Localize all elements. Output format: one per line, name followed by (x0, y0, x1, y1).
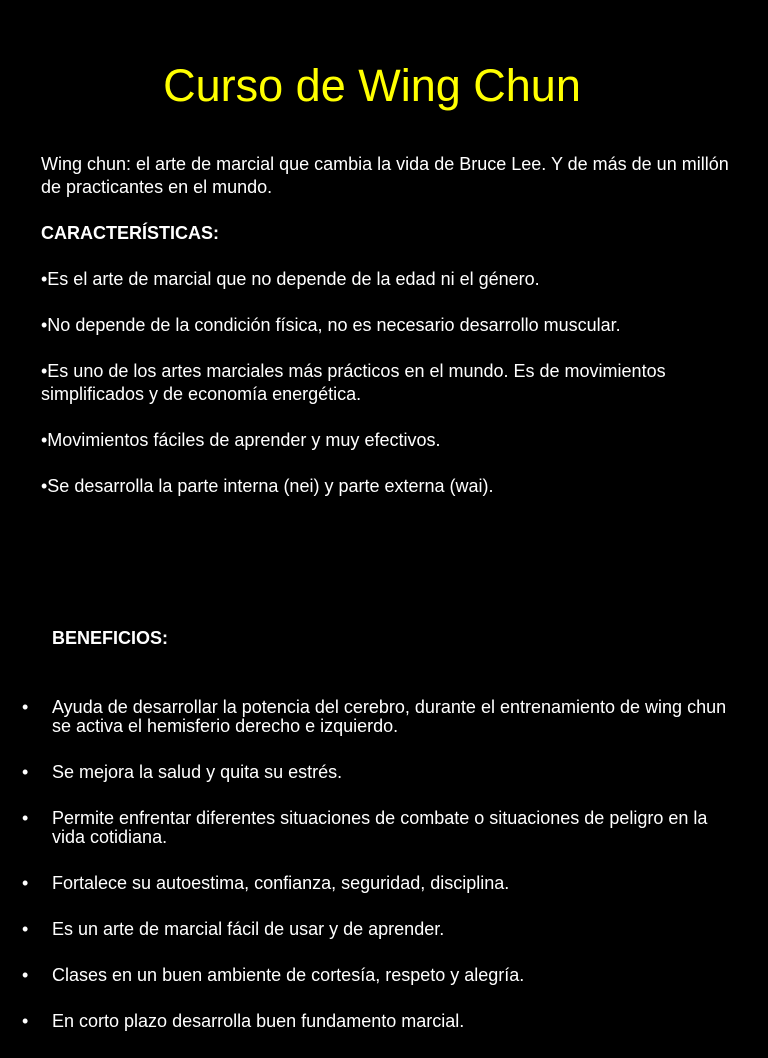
caracteristica-item: •Es el arte de marcial que no depende de la edad ni el género. (41, 269, 540, 289)
bullet-icon: • (22, 919, 29, 939)
beneficio-text: Se mejora la salud y quita su estrés. (52, 762, 343, 782)
bullet-icon: • (22, 697, 29, 717)
beneficio-text: Ayuda de desarrollar la potencia del cerebro, durante el entrenamiento de wing chun se activa el hemisferio derecho e izquierdo. (52, 697, 727, 736)
beneficio-item (0, 874, 768, 893)
caracteristica-item: •Movimientos fáciles de aprender y muy efectivos. (41, 430, 441, 450)
beneficio-item (0, 809, 768, 847)
beneficio-item (0, 698, 768, 736)
caracteristicas-list (41, 268, 731, 521)
beneficio-text: Fortalece su autoestima, confianza, seguridad, disciplina. (52, 873, 510, 893)
page-title: Curso de Wing Chun (163, 60, 581, 111)
caracteristica-item: •No depende de la condición física, no es necesario desarrollo muscular. (41, 315, 621, 335)
beneficio-text: En corto plazo desarrolla buen fundamento marcial. (52, 1011, 465, 1031)
caracteristicas-heading: CARACTERÍSTICAS: (41, 223, 219, 243)
beneficio-item (0, 920, 768, 939)
beneficios-list (0, 698, 768, 1058)
beneficio-text: Permite enfrentar diferentes situaciones de combate o situaciones de peligro en la vida cotidiana. (52, 808, 708, 847)
beneficio-item (0, 763, 768, 782)
beneficio-text: Clases en un buen ambiente de cortesía, respeto y alegría. (52, 965, 525, 985)
beneficios-heading: BENEFICIOS: (52, 628, 169, 648)
caracteristica-item: •Es uno de los artes marciales más prácticos en el mundo. Es de movimientos simplificados y de economía energética. (41, 361, 666, 404)
beneficio-item (0, 966, 768, 985)
beneficio-text: Es un arte de marcial fácil de usar y de aprender. (52, 919, 445, 939)
bullet-icon: • (22, 762, 29, 782)
bullet-icon: • (22, 1011, 29, 1031)
beneficio-item (0, 1012, 768, 1031)
intro-paragraph: Wing chun: el arte de marcial que cambia la vida de Bruce Lee. Y de más de un millón de practicantes en el mundo. (41, 154, 729, 197)
bullet-icon: • (22, 808, 29, 828)
caracteristica-item: •Se desarrolla la parte interna (nei) y parte externa (wai). (41, 476, 494, 496)
bullet-icon: • (22, 873, 29, 893)
bullet-icon: • (22, 965, 29, 985)
